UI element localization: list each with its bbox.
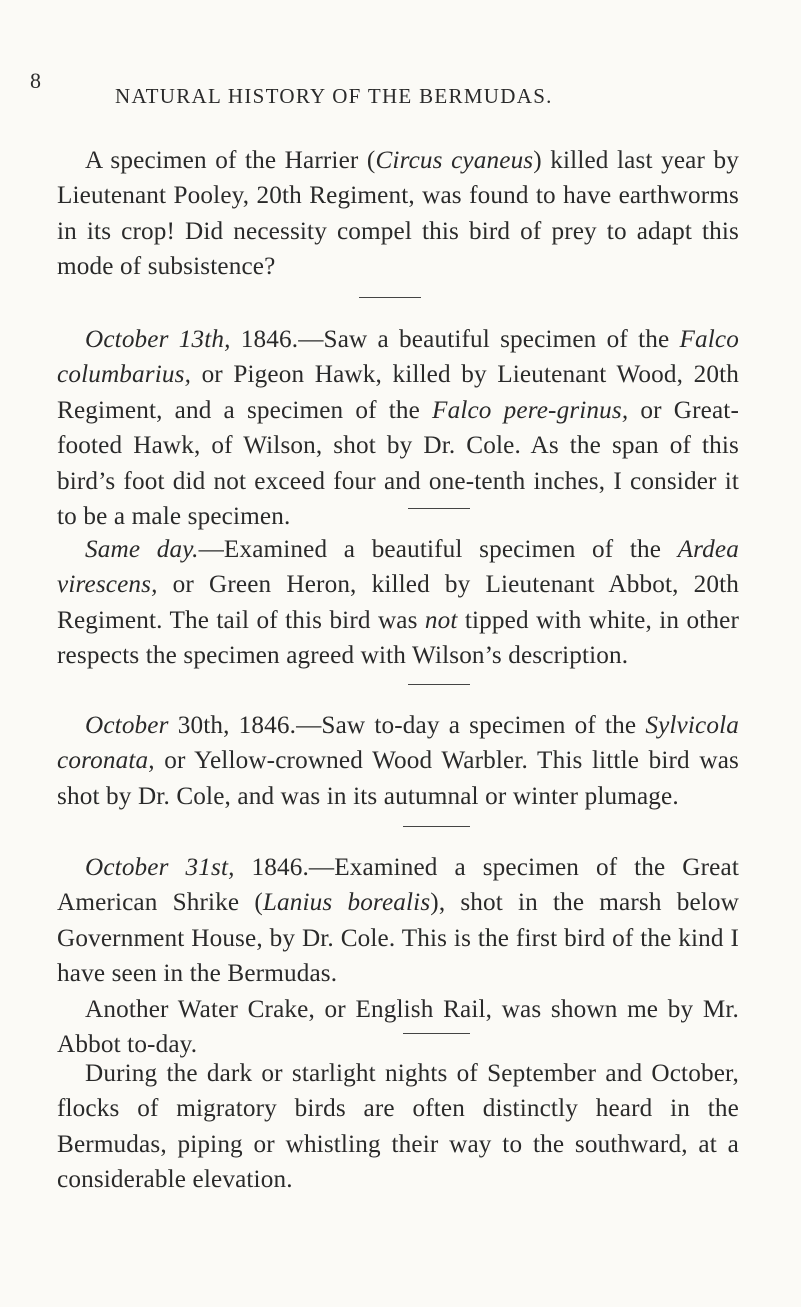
p2-species-2: Falco pere-grinus,: [432, 396, 629, 424]
p3-text-f: tipped with white, in other respects the specimen agreed with Wilson’s description.: [57, 606, 739, 670]
section-divider: [408, 684, 470, 685]
p5-text-b: 1846.—Examined a specimen of the Great American Shrike (: [57, 854, 739, 917]
paragraph-oct-31: [57, 850, 739, 1062]
p1-text-a: A specimen of the Harrier (: [85, 147, 376, 174]
p4-species: Sylvicola coronata,: [57, 712, 739, 775]
p7-text: During the dark or starlight nights of September and October, flocks of migratory birds are often distinctly heard in the Bermudas, piping or whistling their way to the southward, at a considerable elevation.: [57, 1060, 739, 1194]
p3-species: Ardea virescens,: [57, 536, 739, 599]
paragraph-oct-13: [57, 322, 739, 534]
paragraph-migration: [57, 1056, 739, 1198]
p1-text-c: ) killed last year by Lieutenant Pooley, 20th Regiment, was found to have earthworms in its crop! Did necessity compel this bird of prey to adapt this mode of subsistence?: [57, 147, 739, 281]
p2-date: October 13th,: [85, 326, 231, 353]
p3-text-b: —Examined a beautiful specimen of the: [198, 536, 678, 563]
paragraph-oct-30: [57, 708, 739, 814]
page-number: 8: [30, 68, 41, 93]
section-divider: [408, 508, 470, 509]
section-divider: [403, 826, 470, 827]
p3-text-d: or Green Heron, killed by Lieutenant Abbot, 20th Regiment. The tail of this bird was: [57, 571, 739, 634]
p5-date: October 31st,: [85, 854, 235, 881]
running-header: NATURAL HISTORY OF THE BERMUDAS.: [115, 84, 553, 108]
p5-text-d: ), shot in the marsh below Government House, by Dr. Cole. This is the first bird of the kind I have seen in the Bermudas.: [57, 889, 740, 988]
section-divider: [403, 1033, 470, 1034]
p2-text-d: or Pigeon Hawk, killed by Lieutenant Wood, 20th Regiment, and a specimen of the: [57, 361, 739, 424]
p6-text: Another Water Crake, or English Rail, was shown me by Mr. Abbot to-day.: [57, 995, 739, 1059]
p2-species-1: Falco columbarius,: [57, 326, 739, 389]
p3-date: Same day.: [85, 536, 199, 563]
p4-date: October: [85, 712, 169, 739]
p2-text-f: or Great-footed Hawk, of Wilson, shot by Dr. Cole. As the span of this bird’s foot did not exceed four and one-tenth inches, I consider it to be a male specimen.: [57, 396, 739, 531]
section-divider: [359, 297, 421, 298]
paragraph-water-crake: [57, 992, 739, 1063]
paragraph-same-day: [57, 532, 739, 674]
p2-text-b: 1846.—Saw a beautiful specimen of the: [230, 326, 680, 353]
p4-text-d: or Yellow-crowned Wood Warbler. This little bird was shot by Dr. Cole, and was in its autumnal or winter plumage.: [57, 747, 739, 810]
paragraph-harrier: [57, 143, 739, 285]
p1-species: Circus cyaneus: [375, 147, 534, 174]
p5-species: Lanius borealis: [262, 889, 431, 917]
p4-text-b: 30th, 1846.—Saw to-day a specimen of the: [168, 712, 646, 739]
p3-emphasis: not: [424, 606, 458, 634]
